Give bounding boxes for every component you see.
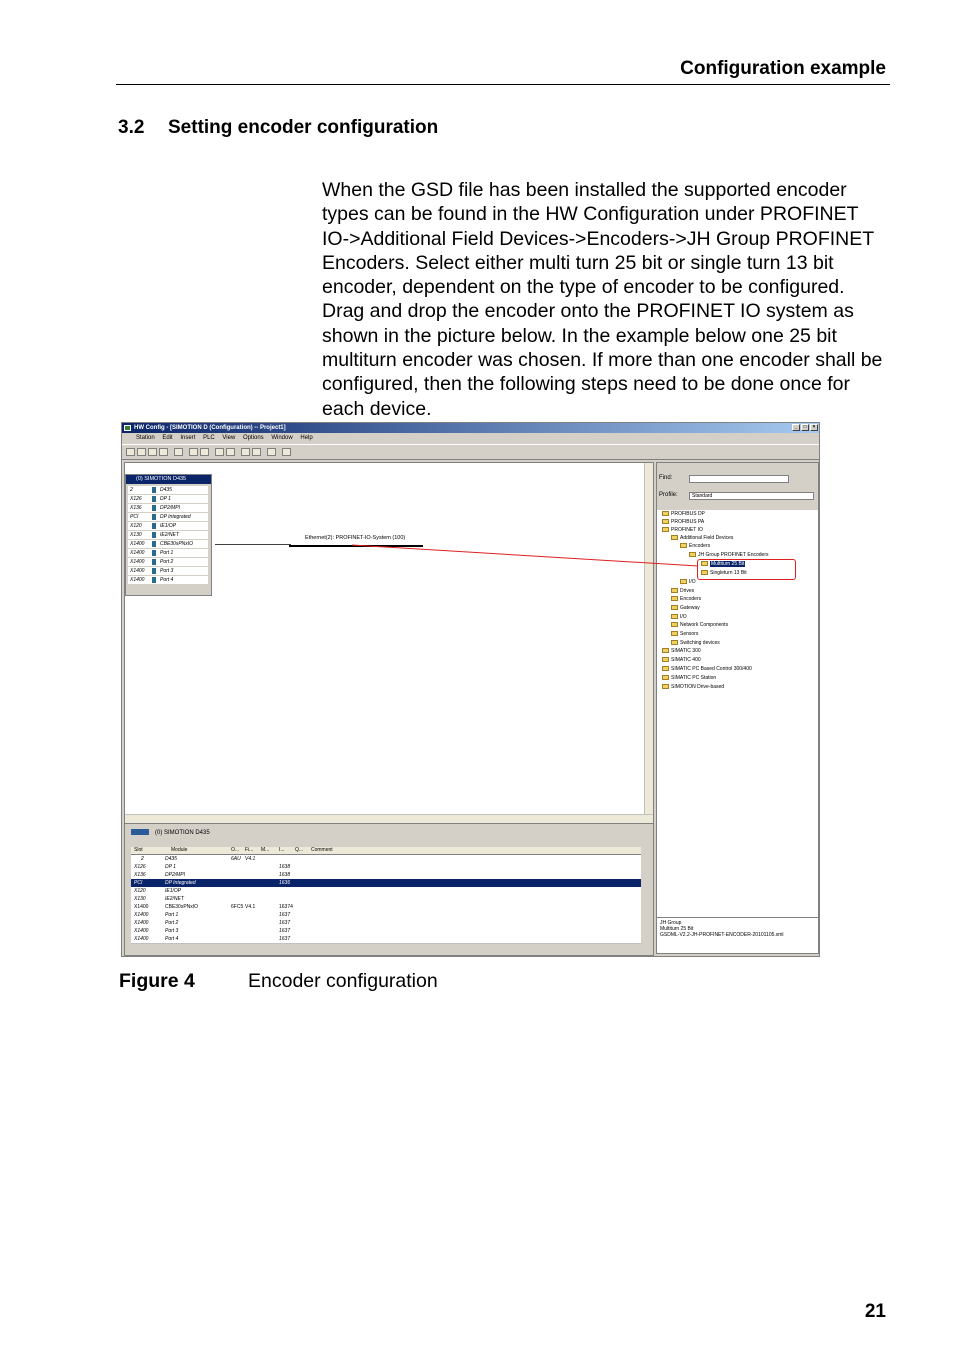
figure-caption-text: Encoder configuration (248, 970, 438, 992)
module-detail-title: (0) SIMOTION D435 (155, 830, 210, 836)
table-row[interactable]: X1400 Port 2 1637 (131, 919, 641, 928)
tree-item[interactable]: Sensors (671, 630, 698, 638)
section-title: Setting encoder configuration (168, 117, 439, 138)
profinet-bus-label: Ethernet(2): PROFINET-IO-System (100) (305, 535, 406, 541)
tree-item-multiturn[interactable]: Multiturn 25 Bit (701, 560, 745, 568)
info-line: JH Group (660, 920, 682, 926)
menu-station[interactable]: Station (136, 435, 155, 441)
table-row[interactable]: X1400 Port 1 1637 (131, 911, 641, 920)
tree-item[interactable]: JH Group PROFINET Encoders (689, 551, 769, 559)
rack-row[interactable]: 2 D435 (128, 486, 208, 495)
tree-item[interactable]: Network Components (671, 621, 728, 629)
rack-row[interactable]: X136 DP2/MPI (128, 504, 208, 513)
minimize-icon[interactable]: _ (792, 424, 800, 431)
table-row[interactable]: X136 DP2/MPI 1638 (131, 871, 641, 880)
close-icon[interactable]: × (810, 424, 818, 431)
menu-view[interactable]: View (222, 435, 236, 441)
tree-item[interactable]: I/O (680, 578, 696, 586)
grid-header: Slot Module O... Fi... M... I... Q... Comment (131, 847, 641, 855)
figure-label: Figure 4 (119, 970, 195, 992)
rack-row[interactable]: X120 IE1/OP (128, 522, 208, 531)
tree-item[interactable]: Gateway (671, 604, 700, 612)
rack-row[interactable]: X126 DP 1 (128, 495, 208, 504)
tree-item-singleturn[interactable]: Singleturn 13 Bit (701, 569, 747, 577)
table-row[interactable]: X1400 Port 4 1637 (131, 935, 641, 944)
table-row[interactable]: 2 D435 6AU V4.1 (131, 855, 641, 864)
profile-label: Profile: (659, 492, 678, 498)
rack-row[interactable]: X1400 Port 4 (128, 576, 208, 585)
tree-item[interactable]: Switching devices (671, 639, 720, 647)
page-number: 21 (864, 1301, 886, 1322)
tree-item[interactable]: Encoders (671, 595, 701, 603)
rack-row[interactable]: X1400 CBE30xPNxIO (128, 540, 208, 549)
menu-insert[interactable]: Insert (180, 435, 196, 441)
header-rule (116, 84, 890, 85)
section-heading (118, 117, 438, 139)
tree-item[interactable]: PROFINET IO (662, 526, 703, 534)
table-row[interactable]: X120 IE1/OP (131, 887, 641, 896)
rack-row[interactable]: PCI DP Integrated (128, 513, 208, 522)
menu-edit[interactable]: Edit (162, 435, 173, 441)
tree-item[interactable]: Drives (671, 587, 694, 595)
tree-item[interactable]: PROFIBUS PA (662, 518, 704, 526)
tree-item[interactable]: PROFIBUS DP (662, 510, 705, 518)
rack-row[interactable]: X1400 Port 3 (128, 567, 208, 576)
tree-item[interactable]: I/O (671, 613, 687, 621)
window-title: HW Config - [SIMOTION D (Configuration) -- Project1] (134, 425, 286, 431)
body-paragraph: When the GSD file has been installed the supported encoder types can be found in the HW Configuration under PROFINET IO->Additional Field Devices->Encoders->JH Group PROFINET Encoders. Select either multi turn 25 bit or single turn 13 bit encoder, dependent on the type of encoder to be configured. Drag and drop the encoder onto the PROFINET IO system as shown in the picture below. In the example below one 25 bit multiturn encoder was chosen. If more than one encoder shall be configured, then the following steps need to be done once for each device. (322, 179, 883, 420)
tree-item[interactable]: SIMOTION Drive-based (662, 683, 724, 691)
table-row-selected[interactable]: PCI DP Integrated 1636 (131, 879, 641, 888)
tree-item[interactable]: SIMATIC 400 (662, 656, 701, 664)
hw-config-screenshot (121, 422, 820, 957)
tree-item[interactable]: Additional Field Devices (671, 534, 733, 542)
rack-row[interactable]: X1400 Port 2 (128, 558, 208, 567)
figure-caption (119, 970, 438, 993)
rack-row[interactable]: X130 IE2/NET (128, 531, 208, 540)
table-row[interactable]: X130 IE2/NET (131, 895, 641, 904)
tree-item[interactable]: Encoders (680, 542, 710, 550)
running-title: Configuration example (680, 58, 886, 79)
profile-select[interactable]: Standard (689, 492, 814, 500)
tree-item[interactable]: SIMATIC PC Station (662, 674, 716, 682)
table-row[interactable]: X1400 Port 3 1637 (131, 927, 641, 936)
menu-plc[interactable]: PLC (203, 435, 215, 441)
rack-title: (0) SIMOTION D435 (126, 475, 211, 484)
info-line: Multiturn 25 Bit (660, 926, 694, 932)
rack-row[interactable]: X1400 Port 1 (128, 549, 208, 558)
menu-help[interactable]: Help (300, 435, 313, 441)
menu-options[interactable]: Options (242, 435, 264, 441)
table-row[interactable]: X126 DP 1 1638 (131, 863, 641, 872)
info-line: GSDML-V2.2-JH-PROFINET-ENCODER-20101105.xml (660, 932, 784, 938)
menu-window[interactable]: Window (271, 435, 293, 441)
maximize-icon[interactable]: □ (801, 424, 809, 431)
table-row[interactable]: X1400 CBE30xPNxIO 6FC5 V4.1 16374 (131, 903, 641, 912)
section-number: 3.2 (118, 117, 145, 138)
tree-item[interactable]: SIMATIC PC Based Control 300/400 (662, 665, 752, 673)
find-label: Find: (659, 475, 673, 481)
drag-arrow (122, 423, 819, 956)
tree-item[interactable]: SIMATIC 300 (662, 647, 701, 655)
